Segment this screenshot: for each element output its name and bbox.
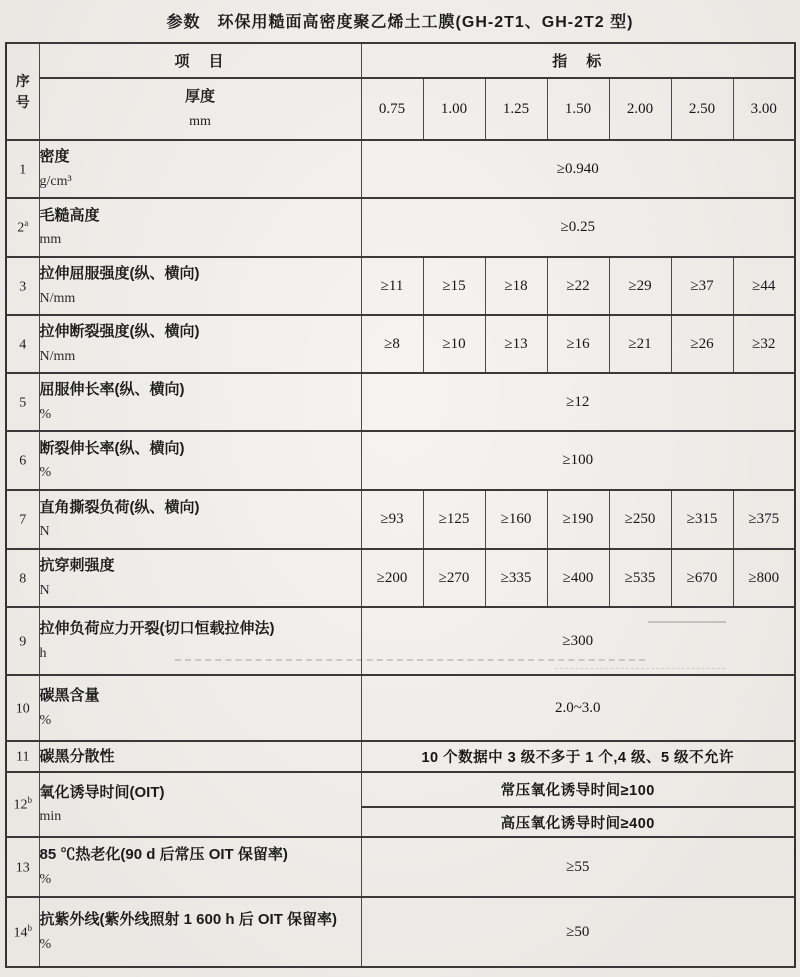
row-number: 10	[6, 675, 39, 741]
row-sup: a	[24, 218, 29, 229]
row-sup: b	[27, 795, 32, 806]
header-seq	[6, 43, 39, 140]
value-cell: ≥375	[733, 490, 795, 549]
thickness-value: 2.00	[609, 78, 671, 140]
table-row	[6, 741, 795, 772]
row-sup: b	[27, 922, 32, 933]
value-cell: ≥335	[485, 549, 547, 607]
header-indicator: 指 标	[361, 43, 795, 78]
value-cell: ≥250	[609, 490, 671, 549]
table-row	[6, 607, 795, 675]
item-unit: N	[39, 524, 50, 540]
value-cell: ≥670	[671, 549, 733, 607]
value-cell: ≥22	[547, 257, 609, 315]
item-unit: h	[39, 645, 47, 661]
span-value-cell: ≥0.940	[361, 140, 795, 198]
value-cell: ≥10	[423, 315, 485, 373]
item-cell	[39, 490, 361, 549]
row-number: 1	[6, 140, 39, 198]
item-label: 抗紫外线(紫外线照射 1 600 h 后 OIT 保留率)	[39, 911, 338, 929]
table-row	[6, 897, 795, 967]
table-row	[6, 675, 795, 741]
row-number: 7	[6, 490, 39, 549]
table-row	[6, 431, 795, 490]
row-number: 6	[6, 431, 39, 490]
thickness-unit: mm	[189, 113, 211, 129]
table-row	[6, 490, 795, 549]
value-cell: ≥200	[361, 549, 423, 607]
value-cell: ≥270	[423, 549, 485, 607]
item-label: 碳黑分散性	[39, 747, 115, 765]
span-value-cell: 高压氧化诱导时间≥400	[361, 807, 795, 837]
thickness-value: 0.75	[361, 78, 423, 140]
span-value-cell: ≥100	[361, 431, 795, 490]
table-row	[6, 140, 795, 198]
row-number: 5	[6, 373, 39, 431]
thickness-value: 1.25	[485, 78, 547, 140]
span-value-cell: 10 个数据中 3 级不多于 1 个,4 级、5 级不允许	[361, 741, 795, 772]
item-label: 碳黑含量	[39, 687, 100, 705]
value-cell: ≥26	[671, 315, 733, 373]
value-cell: ≥32	[733, 315, 795, 373]
thickness-value: 3.00	[733, 78, 795, 140]
item-cell	[39, 315, 361, 373]
item-cell	[39, 257, 361, 315]
item-cell	[39, 837, 361, 897]
header-thickness	[39, 78, 361, 140]
item-unit: g/cm³	[39, 173, 72, 189]
row-number: 8	[6, 549, 39, 607]
value-cell: ≥15	[423, 257, 485, 315]
value-cell: ≥800	[733, 549, 795, 607]
span-value-cell: ≥300	[361, 607, 795, 675]
value-cell: ≥8	[361, 315, 423, 373]
item-label: 断裂伸长率(纵、横向)	[39, 439, 185, 457]
item-label: 85 ℃热老化(90 d 后常压 OIT 保留率)	[39, 846, 288, 864]
value-cell: ≥400	[547, 549, 609, 607]
table-row	[6, 315, 795, 373]
value-cell: ≥29	[609, 257, 671, 315]
header-item: 项 目	[39, 43, 361, 78]
table-row	[6, 837, 795, 897]
item-unit: N/mm	[39, 348, 76, 364]
value-cell: ≥21	[609, 315, 671, 373]
item-unit: %	[39, 406, 52, 422]
row-number: 13	[6, 837, 39, 897]
item-cell	[39, 741, 361, 772]
item-label: 屈服伸长率(纵、横向)	[39, 381, 185, 399]
table-row	[6, 373, 795, 431]
item-cell	[39, 431, 361, 490]
item-cell	[39, 607, 361, 675]
row-number: 4	[6, 315, 39, 373]
value-cell: ≥535	[609, 549, 671, 607]
thickness-value: 1.50	[547, 78, 609, 140]
item-cell	[39, 675, 361, 741]
row-number: 12$^b$	[6, 772, 39, 837]
value-cell: ≥190	[547, 490, 609, 549]
spec-table	[5, 42, 796, 968]
item-unit: mm	[39, 232, 62, 248]
span-value-cell: ≥55	[361, 837, 795, 897]
span-value-cell: 常压氧化诱导时间≥100	[361, 772, 795, 807]
table-row	[6, 257, 795, 315]
item-cell	[39, 549, 361, 607]
value-cell: ≥125	[423, 490, 485, 549]
thickness-value: 2.50	[671, 78, 733, 140]
item-label: 抗穿刺强度	[39, 557, 115, 575]
thickness-value: 1.00	[423, 78, 485, 140]
item-label: 直角撕裂负荷(纵、横向)	[39, 498, 200, 516]
value-cell: ≥93	[361, 490, 423, 549]
item-unit: N	[39, 582, 50, 598]
value-cell: ≥44	[733, 257, 795, 315]
item-unit: %	[39, 712, 52, 728]
item-unit: %	[39, 936, 52, 952]
value-cell: ≥13	[485, 315, 547, 373]
value-cell: ≥160	[485, 490, 547, 549]
span-value-cell: ≥0.25	[361, 198, 795, 257]
row-number: 2$^a$	[6, 198, 39, 257]
table-row	[6, 772, 795, 807]
value-cell: ≥37	[671, 257, 733, 315]
item-label: 密度	[39, 148, 70, 166]
header-seq-label: 序号	[15, 72, 30, 110]
value-cell: ≥18	[485, 257, 547, 315]
span-value-cell: ≥12	[361, 373, 795, 431]
table-row	[6, 549, 795, 607]
item-unit: %	[39, 871, 52, 887]
item-label: 拉伸屈服强度(纵、横向)	[39, 265, 200, 283]
span-value-cell: ≥50	[361, 897, 795, 967]
item-cell	[39, 772, 361, 837]
item-cell	[39, 897, 361, 967]
item-cell	[39, 140, 361, 198]
item-unit: N/mm	[39, 290, 76, 306]
row-number: 11	[6, 741, 39, 772]
item-cell	[39, 198, 361, 257]
item-unit: %	[39, 465, 52, 481]
value-cell: ≥315	[671, 490, 733, 549]
row-number: 3	[6, 257, 39, 315]
row-number: 14$^b$	[6, 897, 39, 967]
item-label: 毛糙高度	[39, 206, 100, 224]
span-value-cell: 2.0~3.0	[361, 675, 795, 741]
thickness-label: 厚度	[184, 88, 215, 106]
item-unit: min	[39, 809, 62, 825]
document-title: 参数 环保用糙面高密度聚乙烯土工膜(GH-2T1、GH-2T2 型)	[166, 14, 634, 31]
value-cell: ≥11	[361, 257, 423, 315]
item-cell	[39, 373, 361, 431]
row-number: 9	[6, 607, 39, 675]
value-cell: ≥16	[547, 315, 609, 373]
item-label: 拉伸断裂强度(纵、横向)	[39, 323, 200, 341]
item-label: 氧化诱导时间(OIT)	[39, 783, 165, 801]
item-label: 拉伸负荷应力开裂(切口恒载拉伸法)	[39, 620, 275, 638]
table-row	[6, 198, 795, 257]
